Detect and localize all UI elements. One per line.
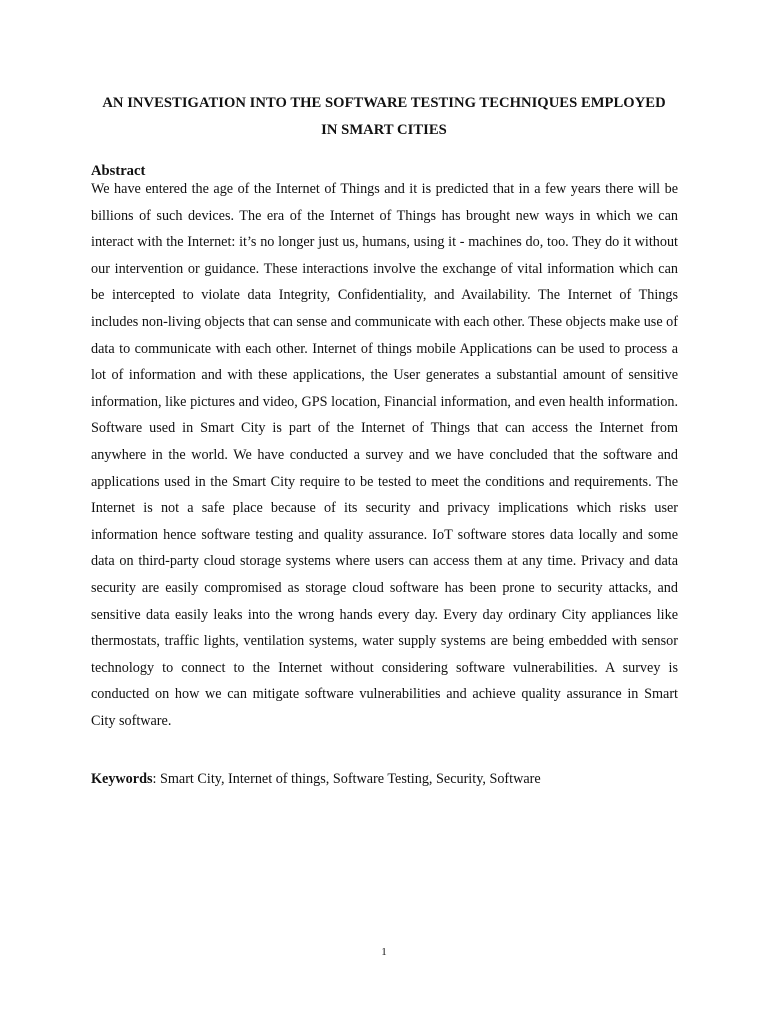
keywords-label: Keywords (91, 771, 153, 787)
keywords-separator: : (152, 771, 160, 787)
abstract-body: We have entered the age of the Internet of Things and it is predicted that in a few years there will be billions of such devices. The era of the Internet of Things has brought new ways in which we can interact with the Internet: it’s no longer just us, humans, using it - machines do, too. They do it without our intervention or guidance. These interactions involve the exchange of vital information which can be intercepted to violate data Integrity, Confidentiality, and Availability. The Internet of Things includes non-living objects that can sense and communicate with each other. These objects make use of data to communicate with each other. Internet of things mobile Applications can be used to process a lot of information and with these applications, the User generates a substantial amount of sensitive information, like pictures and video, GPS location, Financial information, and even health information. Software used in Smart City is part of the Internet of Things that can access the Internet from anywhere in the world. We have conducted a survey and we have concluded that the software and applications used in the Smart City require to be tested to meet the conditions and requirements. The Internet is not a safe place because of its security and privacy implications which risks user information hence software testing and quality assurance. IoT software stores data locally and some data on third-party cloud storage systems where users can access them at any time. Privacy and data security are easily compromised as storage cloud software has been prone to security attacks, and sensitive data easily leaks into the wrong hands every day. Every day ordinary City appliances like thermostats, traffic lights, ventilation systems, water supply systems are being embedded with sensor technology to connect to the Internet without considering software vulnerabilities. A survey is conducted on how we can mitigate software vulnerabilities and achieve quality assurance in Smart City software. (91, 181, 678, 729)
keywords-line (91, 766, 678, 792)
paper-title (60, 90, 708, 144)
paper-title-line-2: IN SMART CITIES (321, 122, 447, 138)
abstract-heading: Abstract (91, 163, 146, 179)
page-number: 1 (381, 946, 387, 958)
paper-title-line-1: AN INVESTIGATION INTO THE SOFTWARE TESTING TECHNIQUES EMPLOYED (102, 95, 666, 111)
keywords-list: Smart City, Internet of things, Software Testing, Security, Software (159, 771, 541, 787)
